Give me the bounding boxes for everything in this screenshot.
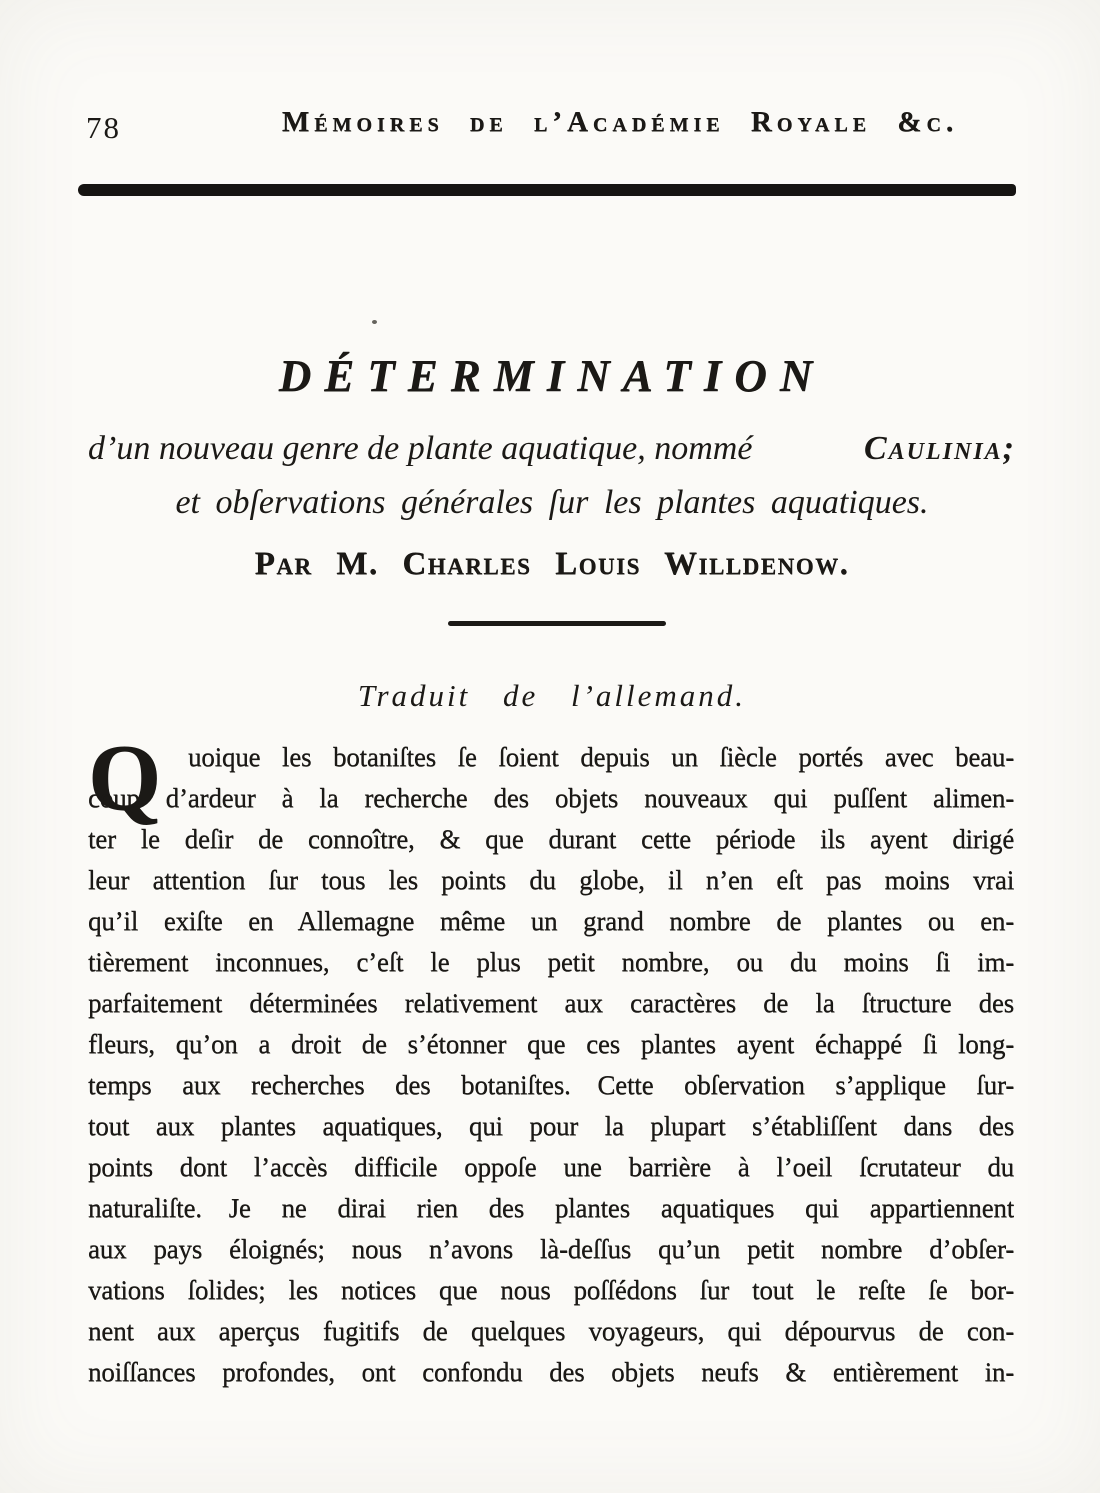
body-line: parfaitement déterminées relativement aux caractères de la ſtructure des: [88, 988, 1014, 1018]
body-line: tout aux plantes aquatiques, qui pour la plupart s’établiſſent dans des: [88, 1111, 1014, 1141]
translation-note: Traduit de l’allemand.: [357, 678, 747, 713]
body-line: points dont l’accès difficile oppoſe une barrière à l’oeil ſcrutateur du: [88, 1152, 1014, 1182]
article-subtitle-line-2: et obſervations générales ſur les plantes aquatiques.: [175, 484, 929, 521]
body-line: nent aux aperçus fugitifs de quelques voyageurs, qui dépourvus de con-: [88, 1316, 1014, 1346]
body-paragraph: [88, 726, 1014, 1393]
body-line: noiſſances profondes, ont confondu des objets neufs & entièrement in-: [88, 1357, 1014, 1387]
body-line: temps aux recherches des botaniſtes. Cette obſervation s’applique ſur-: [88, 1070, 1014, 1100]
body-line: naturaliſte. Je ne dirai rien des plantes aquatiques qui appartiennent: [88, 1193, 1014, 1223]
page-number: 78: [86, 110, 121, 145]
header-rule: [78, 184, 1016, 196]
body-line: coup d’ardeur à la recherche des objets nouveaux qui puſſent alimen-: [88, 783, 1014, 813]
drop-cap-initial: Q: [88, 726, 162, 830]
body-line: tièrement inconnues, c’eſt le plus petit nombre, ou du moins ſi im-: [88, 947, 1014, 977]
article-title: DÉTERMINATION: [278, 351, 826, 401]
author-byline: Par M. Charles Louis Willdenow.: [254, 546, 850, 582]
body-line: qu’il exiſte en Allemagne même un grand nombre de plantes ou en-: [88, 906, 1014, 936]
body-line: aux pays éloignés; nous n’avons là-deſſus qu’un petit nombre d’obſer-: [88, 1234, 1014, 1264]
body-line: fleurs, qu’on a droit de s’étonner que ces plantes ayent échappé ſi long-: [88, 1029, 1014, 1059]
article-subtitle-line-1: [88, 430, 1016, 468]
body-line: vations ſolides; les notices que nous poſſédons ſur tout le reſte ſe bor-: [88, 1275, 1014, 1305]
ink-speck: [372, 320, 377, 324]
body-line: ter le deſir de connoître, & que durant cette période ils ayent dirigé: [88, 824, 1014, 854]
body-line: leur attention ſur tous les points du globe, il n’en eſt pas moins vrai: [88, 865, 1014, 895]
subtitle-text: d’un nouveau genre de plante aquatique, nommé: [88, 430, 753, 467]
genus-name: Caulinia;: [863, 430, 1016, 467]
divider-rule: [448, 621, 666, 626]
running-title: Mémoires de l’Académie Royale &c.: [281, 106, 959, 138]
body-line: uoique les botaniſtes ſe ſoient depuis un ſiècle portés avec beau-: [188, 742, 1014, 772]
